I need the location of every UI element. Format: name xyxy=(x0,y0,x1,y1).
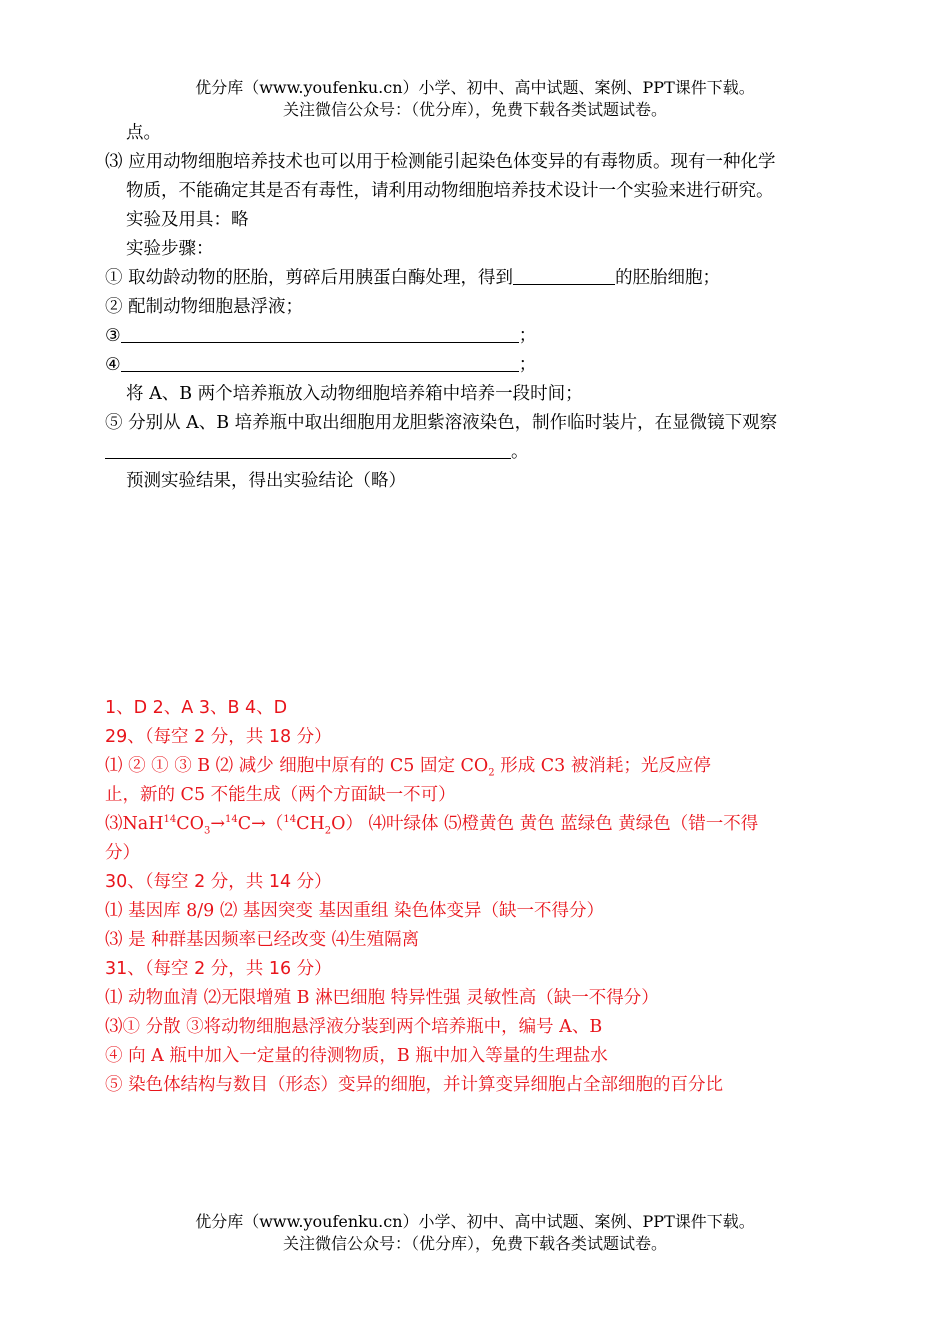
page-footer-line2: 关注微信公众号：（优分库），免费下载各类试题试卷。 xyxy=(282,1234,667,1253)
question-line: 点。 xyxy=(126,123,161,143)
subscript: 2 xyxy=(488,767,495,779)
period: 。 xyxy=(511,442,529,462)
step-5: ⑤ 分别从 A、B 培养瓶中取出细胞用龙胆紫溶液染色，制作临时装片，在显微镜下观察 xyxy=(105,413,778,433)
step-4-number: ④ xyxy=(105,355,121,375)
question-line: 预测实验结果，得出实验结论（略） xyxy=(126,471,406,491)
superscript: 14 xyxy=(283,814,297,826)
subscript: 3 xyxy=(204,825,211,837)
answer-31-line3: ④ 向 A 瓶中加入一定量的待测物质，B 瓶中加入等量的生理盐水 xyxy=(105,1046,608,1066)
answer-31-line1: ⑴ 动物血清 ⑵无限增殖 B 淋巴细胞 特异性强 灵敏性高（缺一不得分） xyxy=(105,988,659,1008)
answer-31-line4: ⑤ 染色体结构与数目（形态）变异的细胞，并计算变异细胞占全部细胞的百分比 xyxy=(105,1075,724,1095)
question-line: ⑶ 应用动物细胞培养技术也可以用于检测能引起染色体变异的有毒物质。现有一种化学 xyxy=(105,152,776,172)
superscript: 14 xyxy=(225,814,238,826)
answer-30-line2: ⑶ 是 种群基因频率已经改变 ⑷生殖隔离 xyxy=(105,930,420,950)
answer-29-title xyxy=(105,724,332,750)
page-header-line2: 关注微信公众号：（优分库），免费下载各类试题试卷。 xyxy=(282,100,667,119)
question-line: 物质，不能确定其是否有毒性，请利用动物细胞培养技术设计一个实验来进行研究。 xyxy=(126,181,774,201)
answer-29-heading: 29、（每空 2 分，共 18 分） xyxy=(105,727,332,747)
step-3 xyxy=(105,323,536,349)
question-line: 将 A、B 两个培养瓶放入动物细胞培养箱中培养一段时间； xyxy=(126,384,583,404)
step-4 xyxy=(105,352,536,378)
answer-30-heading: 30、（每空 2 分，共 14 分） xyxy=(105,872,332,892)
semicolon: ； xyxy=(518,326,537,346)
formula-part: ⑶NaH xyxy=(105,814,164,834)
answer-blank[interactable] xyxy=(513,266,615,285)
formula-part: → xyxy=(210,814,226,834)
answer-blank[interactable] xyxy=(105,440,511,459)
answer-29-line3 xyxy=(105,811,758,837)
answer-31-line2: ⑶① 分散 ③将动物细胞悬浮液分装到两个培养瓶中，编号 A、B xyxy=(105,1017,603,1037)
formula-part: CO xyxy=(176,814,204,834)
step-2: ② 配制动物细胞悬浮液； xyxy=(105,297,304,317)
formula-part: C→（ xyxy=(237,814,284,834)
step-3-number: ③ xyxy=(105,326,121,346)
formula-part: CH xyxy=(296,814,325,834)
formula-part: O） ⑷叶绿体 ⑸橙黄色 黄色 蓝绿色 黄绿色（错一不得 xyxy=(331,814,759,834)
answer-29-line1 xyxy=(105,753,711,779)
answer-29-line2: 止，新的 C5 不能生成（两个方面缺一不可） xyxy=(105,785,456,805)
step-1-text: ① 取幼龄动物的胚胎，剪碎后用胰蛋白酶处理，得到 xyxy=(105,268,514,288)
answer-blank[interactable] xyxy=(121,353,519,372)
question-line: 实验步骤： xyxy=(126,239,214,259)
answer-29-text-cont: 形成 C3 被消耗；光反应停 xyxy=(494,756,711,776)
page-header-line1: 优分库（www.youfenku.cn）小学、初中、高中试题、案例、PPT课件下载。 xyxy=(195,78,755,97)
answer-29-line4: 分） xyxy=(105,843,140,863)
answer-30-line1: ⑴ 基因库 8/9 ⑵ 基因突变 基因重组 染色体变异（缺一不得分） xyxy=(105,901,605,921)
answer-blank[interactable] xyxy=(121,324,519,343)
step-5-continuation xyxy=(105,439,529,465)
answer-mc: 1、D 2、A 3、B 4、D xyxy=(105,698,288,718)
superscript: 14 xyxy=(163,814,177,826)
answer-31-heading: 31、（每空 2 分，共 16 分） xyxy=(105,959,332,979)
page-footer-line1: 优分库（www.youfenku.cn）小学、初中、高中试题、案例、PPT课件下载。 xyxy=(195,1212,755,1231)
answer-29-text: ⑴ ② ① ③ B ⑵ 减少 细胞中原有的 C5 固定 CO xyxy=(105,756,489,776)
step-1 xyxy=(105,265,720,291)
subscript: 2 xyxy=(324,825,332,837)
question-line: 实验及用具：略 xyxy=(126,210,249,230)
semicolon: ； xyxy=(518,355,537,375)
step-1-text-end: 的胚胎细胞； xyxy=(615,268,721,288)
